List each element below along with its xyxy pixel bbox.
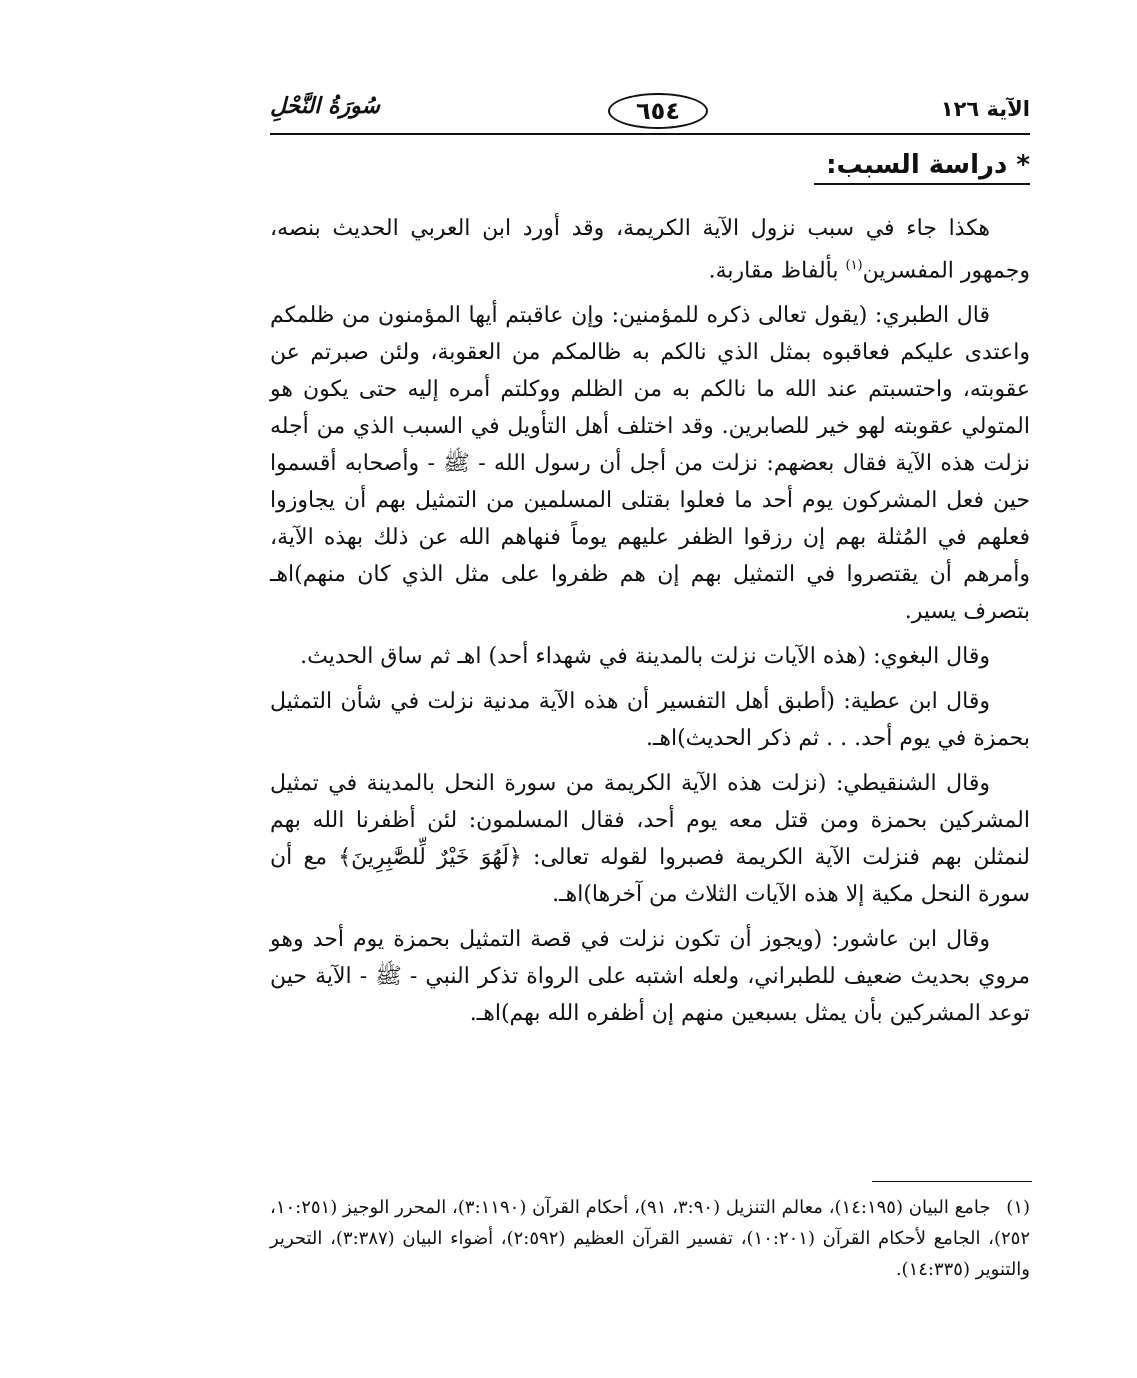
paragraph-text: بألفاظ مقاربة. (708, 258, 846, 284)
paragraph-text: هكذا جاء في سبب نزول الآية الكريمة، وقد أورد ابن العربي الحديث بنصه، وجمهور المفسرين (270, 216, 1030, 284)
paragraph: وقال الشنقيطي: (نزلت هذه الآية الكريمة من سورة النحل بالمدينة في تمثيل المشركين بحمزة ومن قتل معه يوم أحد، فقال المسلمون: لئن أظفرنا الله بهم لنمثلن بهم فنزلت الآية الكريمة فصبروا لقوله تعالى: ﴿لَهُوَ خَيْرٌ لِّلصَّٰبِرِينَ﴾ مع أن سورة النحل مكية إلا هذه الآيات الثلاث من آخرها)اهـ. (270, 771, 1030, 908)
page-number: ٦٥٤ (636, 97, 680, 125)
footnote-text: جامع البيان (١٤:١٩٥)، معالم التنزيل (٣:٩٠، ٩١)، أحكام القرآن (٣:١١٩٠)، المحرر الوجيز (١٠:٢٥١، ٢٥٢)، الجامع لأحكام القرآن (١٠:٢٠١)، تفسير القرآن العظيم (٢:٥٩٢)، أضواء البيان (٣:٣٨٧)، التحرير والتنوير (١٤:٣٣٥). (270, 1197, 1031, 1280)
footnote-reference: (١) (845, 258, 863, 273)
paragraph (270, 210, 1030, 289)
footnote-divider (872, 1181, 1032, 1182)
verse-reference: الآية ١٢٦ (940, 97, 1030, 121)
page-number-badge (608, 93, 708, 129)
paragraph: وقال البغوي: (هذه الآيات نزلت بالمدينة في شهداء أحد) اهـ ثم ساق الحديث. (300, 644, 990, 670)
header-divider (270, 133, 1030, 135)
main-text (270, 210, 1030, 1040)
surah-name: سُورَةُ النَّحْلِ (270, 93, 380, 119)
page-header (270, 85, 1030, 135)
paragraph: وقال ابن عطية: (أطبق أهل التفسير أن هذه الآية مدنية نزلت في شأن التمثيل بحمزة في يوم أحد. . . ثم ذكر الحديث)اهـ. (270, 689, 1030, 752)
section-title: * دراسة السبب: (814, 150, 1030, 185)
footnotes (270, 1192, 1030, 1285)
footnote-marker: (١) (1006, 1197, 1031, 1218)
paragraph: وقال ابن عاشور: (ويجوز أن تكون نزلت في قصة التمثيل بحمزة يوم أحد وهو مروي بحديث ضعيف للطبراني، ولعله اشتبه على الرواة تذكر النبي - ﷺ - الآية حين توعد المشركين بأن يمثل بسبعين منهم إن أظفره الله بهم)اهـ. (270, 927, 1030, 1027)
paragraph: قال الطبري: (يقول تعالى ذكره للمؤمنين: وإن عاقبتم أيها المؤمنون من ظلمكم واعتدى عليكم فعاقبوه بمثل الذي نالكم به ظالمكم من العقوبة، ولئن صبرتم عن عقوبته، واحتسبتم عند الله ما نالكم به من الظلم ووكلتم أمره إليه حتى يكون هو المتولي عقوبته لهو خير للصابرين. وقد اختلف أهل التأويل في السبب الذي من أجله نزلت هذه الآية فقال بعضهم: نزلت من أجل أن رسول الله - ﷺ - وأصحابه أقسموا حين فعل المشركون يوم أحد ما فعلوا بقتلى المسلمين من التمثيل بهم أن يجاوزوا فعلهم في المُثلة بهم إن رزقوا الظفر عليهم يوماً فنهاهم الله عن ذلك بهذه الآية، وأمرهم أن يقتصروا في التمثيل بهم إن هم ظفروا على مثل الذي كان منهم)اهـ بتصرف يسير. (270, 303, 1031, 625)
